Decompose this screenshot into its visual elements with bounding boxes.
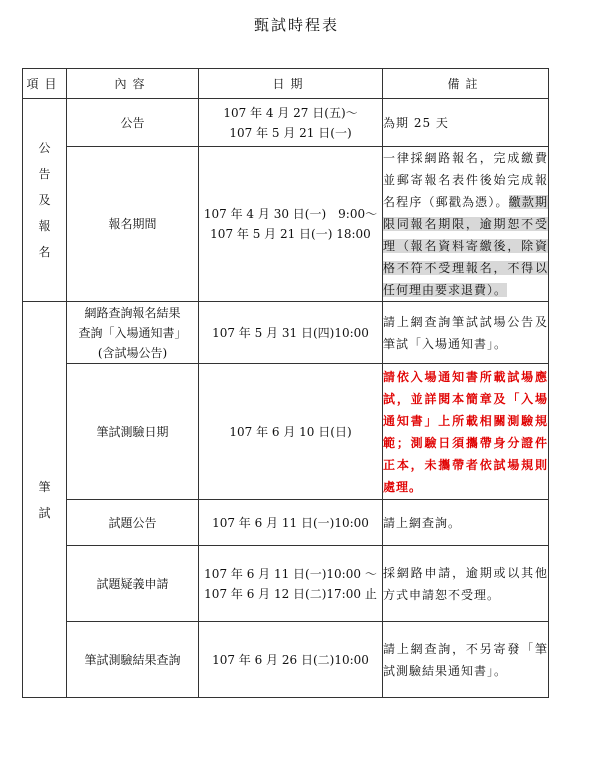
table-row-exam-date	[23, 364, 549, 500]
table-row-result-query	[23, 622, 549, 698]
exam-date-note: 請依入場通知書所載試場應試，並詳閱本簡章及「入場通知書」上所載相關測驗規範；測驗日須攜帶身分證件正本，未攜帶者依試場規則處理。	[383, 364, 549, 500]
header-item: 項目	[23, 69, 67, 99]
table-row-registration	[23, 147, 549, 302]
header-note: 備註	[383, 69, 549, 99]
question-doubt-note: 採網路申請，逾期或以其他方式申請恕不受理。	[383, 546, 549, 622]
registration-date: 107 年 4 月 30 日(一) 9:00～ 107 年 5 月 21 日(一) 18:00	[199, 147, 383, 302]
announcement-date: 107 年 4 月 27 日(五)～ 107 年 5 月 21 日(一)	[199, 99, 383, 147]
question-announcement-content: 試題公告	[67, 500, 199, 546]
table-row-announcement	[23, 99, 549, 147]
table-row-admission-query	[23, 302, 549, 364]
admission-query-content: 網路查詢報名結果 查詢「入場通知書」 (含試場公告)	[67, 302, 199, 364]
question-doubt-content: 試題疑義申請	[67, 546, 199, 622]
question-announcement-date: 107 年 6 月 11 日(一)10:00	[199, 500, 383, 546]
admission-query-note: 請上網查詢筆試試場公告及筆試「入場通知書」。	[383, 302, 549, 364]
page-title: 甄試時程表	[253, 16, 339, 34]
table-row-question-doubt	[23, 546, 549, 622]
admission-query-date: 107 年 5 月 31 日(四)10:00	[199, 302, 383, 364]
announcement-content: 公告	[67, 99, 199, 147]
exam-date-date: 107 年 6 月 10 日(日)	[199, 364, 383, 500]
result-query-content: 筆試測驗結果查詢	[67, 622, 199, 698]
header-row	[23, 69, 549, 99]
announcement-note: 為期 25 天	[383, 99, 549, 147]
header-content: 內容	[67, 69, 199, 99]
question-doubt-date: 107 年 6 月 11 日(一)10:00 ～ 107 年 6 月 12 日(二)17:00 止	[199, 546, 383, 622]
registration-note: 一律採網路報名，完成繳費並郵寄報名表件後始完成報名程序（郵戳為憑）。繳款期限同報名期限，逾期恕不受理（報名資料寄繳後，除資格不符不受理報名，不得以任何理由要求退費）。	[383, 147, 549, 302]
question-announcement-note: 請上網查詢。	[383, 500, 549, 546]
exam-date-content: 筆試測驗日期	[67, 364, 199, 500]
table-row-question-announcement	[23, 500, 549, 546]
schedule-table	[22, 68, 549, 698]
category-announce-registration: 公 告 及 報 名	[23, 99, 67, 302]
header-date: 日期	[199, 69, 383, 99]
result-query-date: 107 年 6 月 26 日(二)10:00	[199, 622, 383, 698]
registration-note-highlight: 繳款期限同報名期限，逾期恕不受理（報名資料寄繳後，除資格不符不受理報名，不得以任何理由要求退費）。	[383, 195, 548, 297]
registration-content: 報名期間	[67, 147, 199, 302]
result-query-note: 請上網查詢，不另寄發「筆試測驗結果通知書」。	[383, 622, 549, 698]
category-exam: 筆 試	[23, 302, 67, 698]
